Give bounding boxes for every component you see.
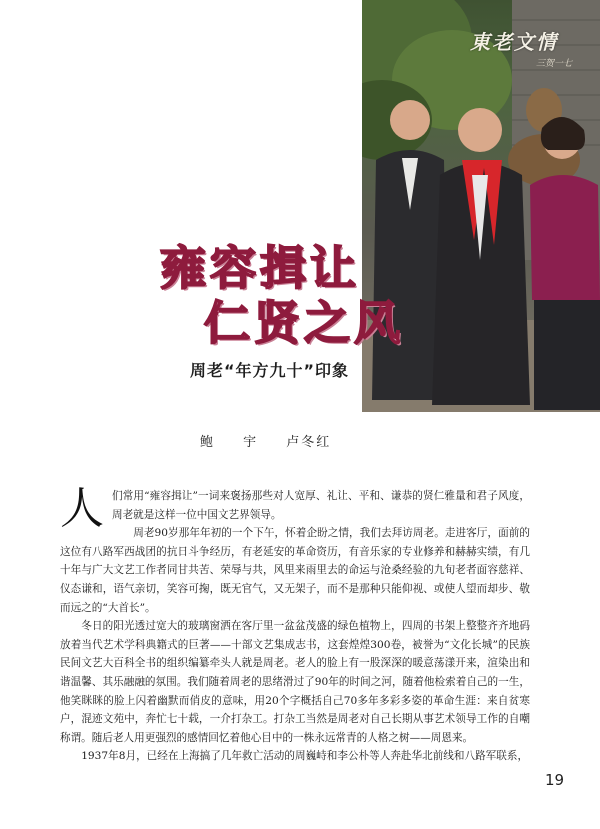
paragraph-3: 冬日的阳光透过宽大的玻璃窗洒在客厅里一盆盆茂盛的绿色植物上，四周的书架上整整齐齐地码放着当代艺术学科典籍式的巨著——十部文艺集成志书，这套煌煌300卷，被誉为“文化长城”的民族民间文艺大百科全书的组织编纂牵头人就是周老。老人的脸上有一股深深的暖意荡漾开来，渲染出和谐温馨、其乐融融的氛围。我们随着周老的思绪滑过了90年的时间之河，随着他检索着自己的一生，他笑眯眯的脸上闪着幽默而俏皮的意味，用20个字概括自己70多年多彩多姿的革命生涯：来自贫寒户，混迹文苑中，奔忙七十载，一介打杂工。打杂工当然是周老对自己长期从事艺术领导工作的自嘲称谓。随后老人用更强烈的感情回忆着他心目中的一株永远常青的人格之树——周恩来。 bbox=[60, 620, 530, 744]
authors: 鲍 宇 卢冬红 bbox=[200, 435, 332, 450]
subtitle: 周老“年方九十”印象 bbox=[190, 361, 350, 380]
paragraph-1 bbox=[60, 483, 530, 534]
paragraph-2: 周老90岁那年年初的一个下午，怀着企盼之情，我们去拜访周老。走进客厅，面前的这位有八路军西战团的抗日斗争经历，有老延安的革命资历，有音乐家的专业修养和赫赫实绩，有几十年与广大文艺工作者同甘共苦、荣辱与共，风里来雨里去的命运与沧桑经验的九旬老者面容慈祥、仪态谦和，语气亲切，笑容可掬，既无官气，又无架子，而不是那种只能仰视、或使人望而却步、敬而远之的“大首长”。 bbox=[60, 527, 530, 614]
article-body bbox=[60, 483, 530, 766]
headline-line-2: 仁贤之风 bbox=[204, 296, 404, 350]
page-number: 19 bbox=[545, 771, 565, 789]
paragraph-text: 们常用“雍容揖让”一词来褒扬那些对人宽厚、礼让、平和、谦恭的贤仁雅量和君子风度，周老就是这样一位中国文艺界领导。 bbox=[112, 490, 530, 521]
photo-caption-signature: 三贺一七 bbox=[536, 59, 573, 69]
headline-line-1: 雍容揖让 bbox=[160, 241, 360, 295]
drop-cap: 人 bbox=[60, 483, 104, 534]
paragraph-4: 1937年8月，已经在上海搞了几年救亡活动的周巍峙和李公朴等人奔赴华北前线和八路军联系， bbox=[81, 750, 529, 763]
photo-caption-title: 東老文情 bbox=[470, 30, 558, 54]
